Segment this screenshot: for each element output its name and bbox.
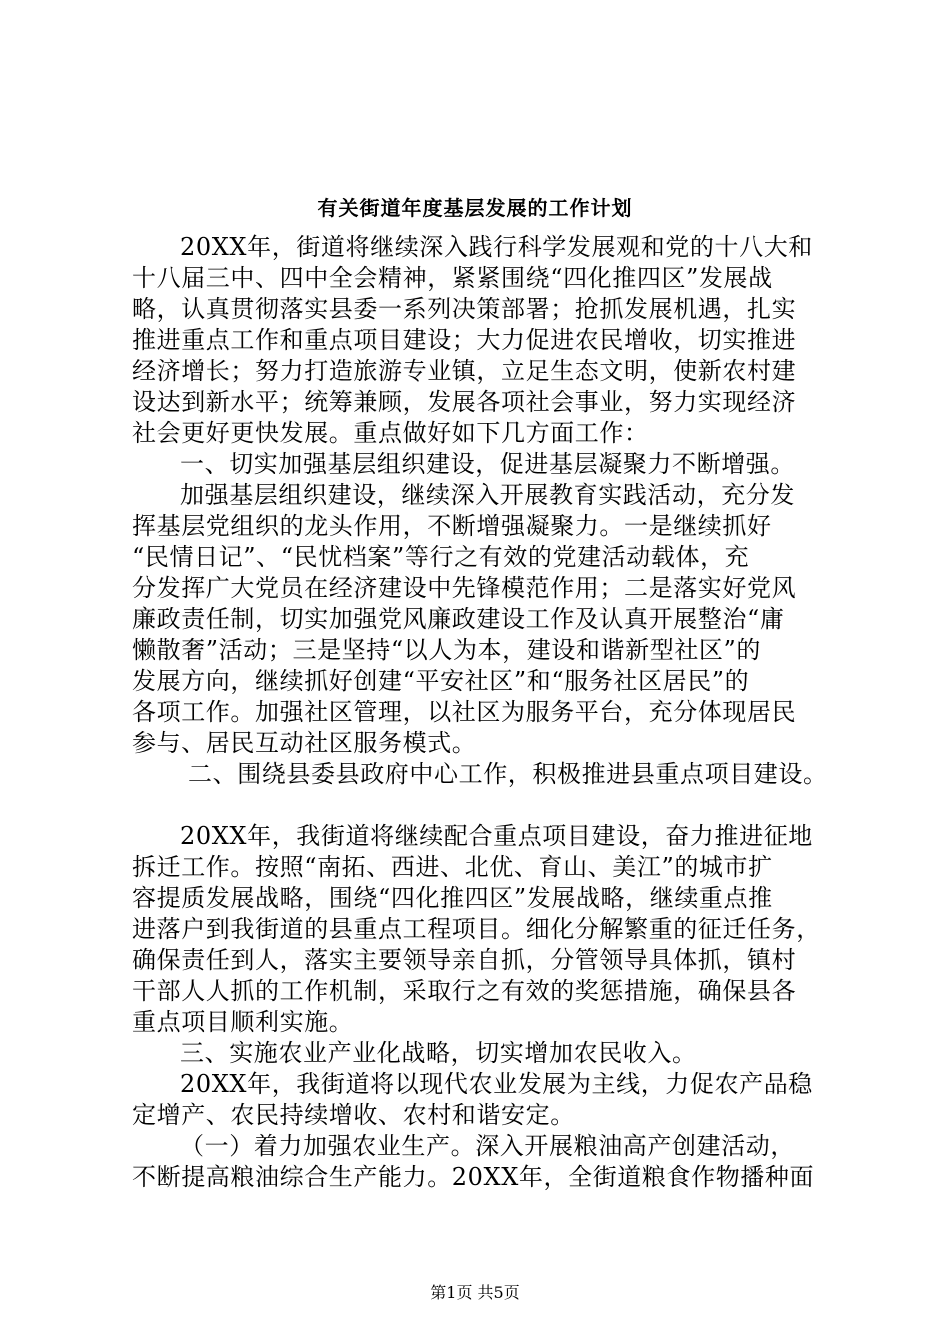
text-line: 经济增长；努力打造旅游专业镇，立足生态文明，使新农村建 (132, 357, 797, 385)
text-line: 各项工作。加强社区管理，以社区为服务平台，充分体现居民 (132, 698, 797, 726)
text-line: 不断提高粮油综合生产能力。20XX年，全街道粮食作物播种面 (132, 1163, 815, 1191)
text-line: 发展方向，继续抓好创建“平安社区”和“服务社区居民”的 (132, 667, 750, 695)
text-line: 容提质发展战略，围绕“四化推四区”发展战略，继续重点推 (132, 884, 773, 912)
text-line: 懒散奢”活动；三是坚持“以人为本，建设和谐新型社区”的 (132, 636, 762, 664)
paragraph-gap (132, 790, 844, 821)
text-line: 十八届三中、四中全会精神，紧紧围绕“四化推四区”发展战 (132, 264, 773, 292)
text-line: 参与、居民互动社区服务模式。 (132, 729, 477, 757)
section-heading: 三、实施农业产业化战略，切实增加农民收入。 (180, 1039, 697, 1067)
text-line: 20XX年，我街道将以现代农业发展为主线，力促农产品稳 (180, 1070, 813, 1098)
section-heading: 二、围绕县委县政府中心工作，积极推进县重点项目建设。 (188, 760, 828, 788)
document-body (132, 232, 844, 1193)
text-line: 拆迁工作。按照“南拓、西进、北优、育山、美江”的城市扩 (132, 853, 773, 881)
section-heading: 一、切实加强基层组织建设，促进基层凝聚力不断增强。 (180, 450, 795, 478)
text-line: 廉政责任制，切实加强党风廉政建设工作及认真开展整治“庸 (132, 605, 785, 633)
text-line: 确保责任到人，落实主要领导亲自抓，分管领导具体抓，镇村 (132, 946, 797, 974)
text-line: 推进重点工作和重点项目建设；大力促进农民增收，切实推进 (132, 326, 797, 354)
page-number-footer: 第1页 共5页 (430, 1283, 520, 1302)
text-line: 干部人人抓的工作机制，采取行之有效的奖惩措施，确保县各 (132, 977, 797, 1005)
text-line: 定增产、农民持续增收、农村和谐安定。 (132, 1101, 575, 1129)
subsection-heading: （一）着力加强农业生产。深入开展粮油高产创建活动， (180, 1132, 795, 1160)
text-line: 加强基层组织建设，继续深入开展教育实践活动，充分发 (180, 481, 795, 509)
text-line: 重点项目顺利实施。 (132, 1008, 354, 1036)
text-line: 20XX年，我街道将继续配合重点项目建设，奋力推进征地 (180, 822, 813, 850)
text-line: 分发挥广大党员在经济建设中先锋模范作用；二是落实好党风 (132, 574, 797, 602)
text-line: “民情日记”、“民忧档案”等行之有效的党建活动载体，充 (132, 543, 750, 571)
text-line: 略，认真贯彻落实县委一系列决策部署；抢抓发展机遇，扎实 (132, 295, 797, 323)
text-line: 20XX年，街道将继续深入践行科学发展观和党的十八大和 (180, 233, 813, 261)
text-line: 社会更好更快发展。重点做好如下几方面工作： (132, 419, 649, 447)
text-line: 设达到新水平；统筹兼顾，发展各项社会事业，努力实现经济 (132, 388, 797, 416)
text-line: 进落户到我街道的县重点工程项目。细化分解繁重的征迁任务， (132, 915, 821, 943)
document-title: 有关街道年度基层发展的工作计划 (317, 196, 633, 220)
text-line: 挥基层党组织的龙头作用，不断增强凝聚力。一是继续抓好 (132, 512, 772, 540)
